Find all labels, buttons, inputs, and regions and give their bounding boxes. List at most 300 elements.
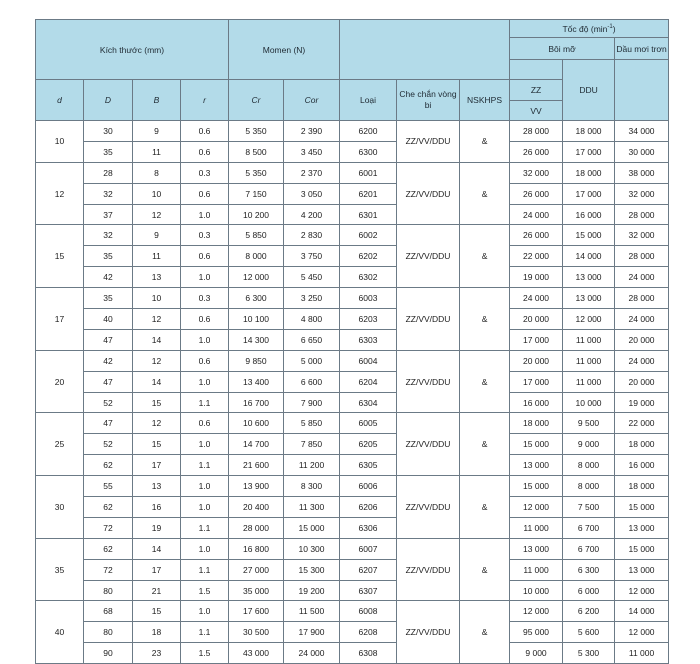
table-row: [36, 622, 669, 643]
speed-oil: 15 000: [615, 538, 669, 559]
width: 14: [133, 538, 181, 559]
type: 6208: [340, 622, 397, 643]
speed-ddu: 18 000: [563, 121, 615, 142]
width: 12: [133, 309, 181, 330]
outer-diameter: 68: [84, 601, 133, 622]
header-ddu: DDU: [563, 60, 615, 121]
cr: 13 400: [229, 371, 284, 392]
cor: 7 850: [284, 434, 340, 455]
type: 6001: [340, 162, 397, 183]
type: 6305: [340, 455, 397, 476]
outer-diameter: 32: [84, 183, 133, 204]
cor: 15 300: [284, 559, 340, 580]
speed-zz: 15 000: [510, 476, 563, 497]
radius: 0.6: [181, 121, 229, 142]
width: 18: [133, 622, 181, 643]
speed-oil: 28 000: [615, 246, 669, 267]
speed-ddu: 18 000: [563, 162, 615, 183]
radius: 1.1: [181, 559, 229, 580]
header-vv: VV: [510, 101, 563, 121]
speed-zz: 17 000: [510, 371, 563, 392]
type: 6302: [340, 267, 397, 288]
speed-oil: 13 000: [615, 559, 669, 580]
radius: 1.0: [181, 434, 229, 455]
speed-ddu: 6 000: [563, 580, 615, 601]
type: 6201: [340, 183, 397, 204]
speed-zz: 24 000: [510, 288, 563, 309]
cr: 5 350: [229, 162, 284, 183]
width: 23: [133, 643, 181, 664]
cr: 5 850: [229, 225, 284, 246]
table-row: [36, 601, 669, 622]
cor: 3 750: [284, 246, 340, 267]
header-dimensions: [36, 20, 229, 80]
type: 6200: [340, 121, 397, 142]
table-row: [36, 183, 669, 204]
cor: 17 900: [284, 622, 340, 643]
speed-zz: 16 000: [510, 392, 563, 413]
cor: 4 200: [284, 204, 340, 225]
cr: 43 000: [229, 643, 284, 664]
cr: 10 100: [229, 309, 284, 330]
speed-oil: 15 000: [615, 497, 669, 518]
radius: 0.6: [181, 413, 229, 434]
outer-diameter: 47: [84, 413, 133, 434]
speed-oil: 12 000: [615, 622, 669, 643]
cr: 30 500: [229, 622, 284, 643]
type: 6204: [340, 371, 397, 392]
table-row: [36, 267, 669, 288]
header-speed-exponent: -1: [607, 23, 613, 30]
cor: 2 370: [284, 162, 340, 183]
speed-oil: 22 000: [615, 413, 669, 434]
seal-type: ZZ/VV/DDU: [397, 350, 460, 413]
cor: 8 300: [284, 476, 340, 497]
speed-ddu: 8 000: [563, 476, 615, 497]
table-header: [36, 20, 669, 121]
outer-diameter: 28: [84, 162, 133, 183]
speed-ddu: 6 700: [563, 517, 615, 538]
nskhps-mark: &: [460, 121, 510, 163]
speed-oil: 32 000: [615, 183, 669, 204]
speed-oil: 12 000: [615, 580, 669, 601]
speed-ddu: 8 000: [563, 455, 615, 476]
radius: 1.0: [181, 538, 229, 559]
bore-diameter: 10: [36, 121, 84, 163]
table-row: [36, 580, 669, 601]
table-row: [36, 434, 669, 455]
cor: 19 200: [284, 580, 340, 601]
speed-oil: 19 000: [615, 392, 669, 413]
speed-ddu: 11 000: [563, 350, 615, 371]
nskhps-mark: &: [460, 476, 510, 539]
bore-diameter: 35: [36, 538, 84, 601]
speed-ddu: 13 000: [563, 288, 615, 309]
header-dimensions-label: Kích thước: [99, 44, 142, 55]
cr: 35 000: [229, 580, 284, 601]
width: 12: [133, 413, 181, 434]
type: 6304: [340, 392, 397, 413]
speed-oil: 24 000: [615, 309, 669, 330]
header-oil: Dầu mơi trơn: [615, 38, 669, 60]
table-row: [36, 413, 669, 434]
outer-diameter: 42: [84, 350, 133, 371]
header-Cr: Cr: [229, 80, 284, 121]
cor: 7 900: [284, 392, 340, 413]
cr: 16 800: [229, 538, 284, 559]
table-row: [36, 288, 669, 309]
type: 6002: [340, 225, 397, 246]
cr: 8 000: [229, 246, 284, 267]
radius: 1.0: [181, 329, 229, 350]
speed-zz: 11 000: [510, 517, 563, 538]
bore-diameter: 17: [36, 288, 84, 351]
speed-oil: 13 000: [615, 517, 669, 538]
outer-diameter: 35: [84, 246, 133, 267]
seal-type: ZZ/VV/DDU: [397, 162, 460, 225]
width: 15: [133, 392, 181, 413]
speed-ddu: 11 000: [563, 329, 615, 350]
radius: 0.6: [181, 141, 229, 162]
seal-type: ZZ/VV/DDU: [397, 288, 460, 351]
radius: 1.0: [181, 267, 229, 288]
type: 6307: [340, 580, 397, 601]
speed-zz: 13 000: [510, 455, 563, 476]
cr: 6 300: [229, 288, 284, 309]
type: 6207: [340, 559, 397, 580]
header-nskhps: NSKHPS: [460, 80, 510, 121]
table-row: [36, 121, 669, 142]
cor: 3 250: [284, 288, 340, 309]
speed-oil: 18 000: [615, 476, 669, 497]
table-row: [36, 309, 669, 330]
width: 10: [133, 183, 181, 204]
cr: 10 600: [229, 413, 284, 434]
outer-diameter: 90: [84, 643, 133, 664]
speed-zz: 13 000: [510, 538, 563, 559]
speed-zz: 15 000: [510, 434, 563, 455]
outer-diameter: 62: [84, 497, 133, 518]
speed-zz: 32 000: [510, 162, 563, 183]
outer-diameter: 42: [84, 267, 133, 288]
cor: 2 390: [284, 121, 340, 142]
type: 6202: [340, 246, 397, 267]
outer-diameter: 62: [84, 538, 133, 559]
type: 6308: [340, 643, 397, 664]
cr: 21 600: [229, 455, 284, 476]
header-seal: Che chắn vòng bi: [397, 80, 460, 121]
outer-diameter: 35: [84, 141, 133, 162]
seal-type: ZZ/VV/DDU: [397, 476, 460, 539]
table-body: [36, 121, 669, 664]
speed-ddu: 5 300: [563, 643, 615, 664]
type: 6003: [340, 288, 397, 309]
header-B: B: [133, 80, 181, 121]
table-row: [36, 392, 669, 413]
nskhps-mark: &: [460, 350, 510, 413]
cr: 27 000: [229, 559, 284, 580]
speed-oil: 18 000: [615, 434, 669, 455]
speed-oil: 30 000: [615, 141, 669, 162]
width: 19: [133, 517, 181, 538]
header-speed-unit: (min: [590, 23, 608, 34]
header-zz-top: [510, 60, 563, 80]
radius: 0.6: [181, 246, 229, 267]
speed-oil: 11 000: [615, 643, 669, 664]
cor: 4 800: [284, 309, 340, 330]
speed-ddu: 10 000: [563, 392, 615, 413]
outer-diameter: 80: [84, 622, 133, 643]
speed-oil: 20 000: [615, 329, 669, 350]
cr: 7 150: [229, 183, 284, 204]
outer-diameter: 40: [84, 309, 133, 330]
outer-diameter: 47: [84, 329, 133, 350]
nskhps-mark: &: [460, 162, 510, 225]
speed-zz: 26 000: [510, 141, 563, 162]
speed-zz: 10 000: [510, 580, 563, 601]
speed-zz: 95 000: [510, 622, 563, 643]
speed-zz: 9 000: [510, 643, 563, 664]
nskhps-mark: &: [460, 538, 510, 601]
type: 6205: [340, 434, 397, 455]
cr: 12 000: [229, 267, 284, 288]
table-row: [36, 455, 669, 476]
header-speed: [510, 20, 669, 38]
type: 6008: [340, 601, 397, 622]
speed-zz: 28 000: [510, 121, 563, 142]
nskhps-mark: &: [460, 413, 510, 476]
speed-zz: 20 000: [510, 309, 563, 330]
width: 17: [133, 559, 181, 580]
cor: 11 200: [284, 455, 340, 476]
radius: 0.6: [181, 309, 229, 330]
speed-zz: 12 000: [510, 497, 563, 518]
speed-ddu: 6 300: [563, 559, 615, 580]
cor: 24 000: [284, 643, 340, 664]
width: 16: [133, 497, 181, 518]
cr: 10 200: [229, 204, 284, 225]
speed-oil: 24 000: [615, 267, 669, 288]
speed-zz: 12 000: [510, 601, 563, 622]
width: 15: [133, 434, 181, 455]
width: 12: [133, 204, 181, 225]
speed-ddu: 15 000: [563, 225, 615, 246]
cr: 17 600: [229, 601, 284, 622]
radius: 0.6: [181, 183, 229, 204]
speed-oil: 20 000: [615, 371, 669, 392]
table-row: [36, 643, 669, 664]
speed-oil: 34 000: [615, 121, 669, 142]
table-row: [36, 371, 669, 392]
header-type: Loại: [340, 80, 397, 121]
width: 9: [133, 121, 181, 142]
speed-ddu: 9 000: [563, 434, 615, 455]
width: 8: [133, 162, 181, 183]
table-row: [36, 162, 669, 183]
header-momen: Momen (N): [229, 20, 340, 80]
cr: 13 900: [229, 476, 284, 497]
radius: 0.3: [181, 162, 229, 183]
header-oil-blank: [615, 60, 669, 121]
radius: 1.0: [181, 204, 229, 225]
outer-diameter: 32: [84, 225, 133, 246]
type: 6301: [340, 204, 397, 225]
speed-zz: 26 000: [510, 225, 563, 246]
width: 13: [133, 476, 181, 497]
outer-diameter: 72: [84, 517, 133, 538]
radius: 1.0: [181, 497, 229, 518]
table-row: [36, 225, 669, 246]
radius: 1.1: [181, 455, 229, 476]
speed-zz: 17 000: [510, 329, 563, 350]
radius: 1.0: [181, 476, 229, 497]
table-row: [36, 141, 669, 162]
type: 6004: [340, 350, 397, 371]
width: 11: [133, 246, 181, 267]
speed-ddu: 17 000: [563, 183, 615, 204]
speed-ddu: 17 000: [563, 141, 615, 162]
cr: 14 700: [229, 434, 284, 455]
outer-diameter: 55: [84, 476, 133, 497]
seal-type: ZZ/VV/DDU: [397, 538, 460, 601]
speed-ddu: 12 000: [563, 309, 615, 330]
width: 14: [133, 329, 181, 350]
bore-diameter: 25: [36, 413, 84, 476]
speed-oil: 24 000: [615, 350, 669, 371]
bearing-spec-table: [35, 19, 669, 664]
speed-zz: 24 000: [510, 204, 563, 225]
width: 10: [133, 288, 181, 309]
speed-zz: 26 000: [510, 183, 563, 204]
bore-diameter: 20: [36, 350, 84, 413]
nskhps-mark: &: [460, 225, 510, 288]
type: 6300: [340, 141, 397, 162]
width: 15: [133, 601, 181, 622]
speed-oil: 28 000: [615, 288, 669, 309]
type: 6306: [340, 517, 397, 538]
radius: 1.5: [181, 643, 229, 664]
header-speed-unit-close: ): [612, 23, 616, 34]
table-row: [36, 350, 669, 371]
speed-zz: 20 000: [510, 350, 563, 371]
cor: 11 500: [284, 601, 340, 622]
speed-ddu: 13 000: [563, 267, 615, 288]
type: 6005: [340, 413, 397, 434]
header-zz: ZZ: [510, 80, 563, 101]
speed-ddu: 6 200: [563, 601, 615, 622]
radius: 0.3: [181, 288, 229, 309]
cor: 5 450: [284, 267, 340, 288]
speed-ddu: 5 600: [563, 622, 615, 643]
table-row: [36, 538, 669, 559]
width: 9: [133, 225, 181, 246]
width: 14: [133, 371, 181, 392]
speed-ddu: 14 000: [563, 246, 615, 267]
speed-ddu: 11 000: [563, 371, 615, 392]
outer-diameter: 52: [84, 392, 133, 413]
speed-ddu: 7 500: [563, 497, 615, 518]
bore-diameter: 12: [36, 162, 84, 225]
table-row: [36, 329, 669, 350]
cor: 5 000: [284, 350, 340, 371]
header-blank: [340, 20, 510, 80]
speed-ddu: 6 700: [563, 538, 615, 559]
cr: 8 500: [229, 141, 284, 162]
type: 6203: [340, 309, 397, 330]
table-row: [36, 476, 669, 497]
header-d: d: [36, 80, 84, 121]
outer-diameter: 62: [84, 455, 133, 476]
radius: 1.5: [181, 580, 229, 601]
speed-oil: 16 000: [615, 455, 669, 476]
speed-zz: 19 000: [510, 267, 563, 288]
speed-zz: 18 000: [510, 413, 563, 434]
cr: 20 400: [229, 497, 284, 518]
speed-oil: 38 000: [615, 162, 669, 183]
width: 12: [133, 350, 181, 371]
outer-diameter: 35: [84, 288, 133, 309]
seal-type: ZZ/VV/DDU: [397, 413, 460, 476]
header-speed-label: Tốc độ: [562, 23, 589, 34]
seal-type: ZZ/VV/DDU: [397, 225, 460, 288]
table-row: [36, 559, 669, 580]
radius: 0.3: [181, 225, 229, 246]
outer-diameter: 37: [84, 204, 133, 225]
cor: 2 830: [284, 225, 340, 246]
speed-oil: 14 000: [615, 601, 669, 622]
cor: 10 300: [284, 538, 340, 559]
radius: 0.6: [181, 350, 229, 371]
radius: 1.1: [181, 517, 229, 538]
table-row: [36, 204, 669, 225]
speed-ddu: 16 000: [563, 204, 615, 225]
header-grease: Bôi mỡ: [510, 38, 615, 60]
cor: 6 650: [284, 329, 340, 350]
cor: 6 600: [284, 371, 340, 392]
seal-type: ZZ/VV/DDU: [397, 121, 460, 163]
outer-diameter: 30: [84, 121, 133, 142]
width: 17: [133, 455, 181, 476]
width: 11: [133, 141, 181, 162]
bore-diameter: 15: [36, 225, 84, 288]
cr: 16 700: [229, 392, 284, 413]
radius: 1.0: [181, 371, 229, 392]
cr: 28 000: [229, 517, 284, 538]
speed-ddu: 9 500: [563, 413, 615, 434]
cor: 5 850: [284, 413, 340, 434]
type: 6007: [340, 538, 397, 559]
outer-diameter: 80: [84, 580, 133, 601]
radius: 1.0: [181, 601, 229, 622]
radius: 1.1: [181, 622, 229, 643]
speed-zz: 11 000: [510, 559, 563, 580]
bore-diameter: 30: [36, 476, 84, 539]
cr: 5 350: [229, 121, 284, 142]
header-D: D: [84, 80, 133, 121]
cor: 3 450: [284, 141, 340, 162]
table-row: [36, 517, 669, 538]
cor: 11 300: [284, 497, 340, 518]
outer-diameter: 72: [84, 559, 133, 580]
table-row: [36, 497, 669, 518]
outer-diameter: 47: [84, 371, 133, 392]
cr: 9 850: [229, 350, 284, 371]
radius: 1.1: [181, 392, 229, 413]
width: 13: [133, 267, 181, 288]
type: 6206: [340, 497, 397, 518]
header-Cor: Cor: [284, 80, 340, 121]
type: 6303: [340, 329, 397, 350]
